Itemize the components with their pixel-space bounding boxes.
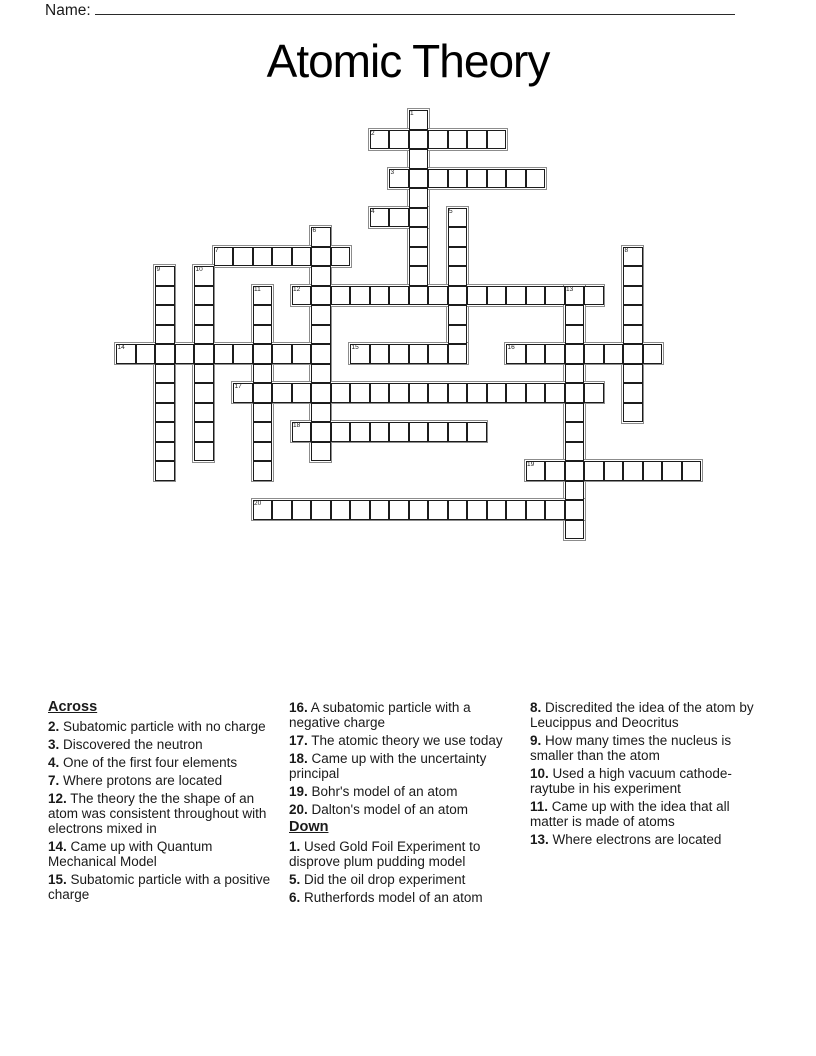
- crossword-cell[interactable]: [623, 403, 643, 423]
- cell-number: 11: [254, 285, 261, 293]
- name-row: [45, 1, 735, 20]
- clue-5: 5. Did the oil drop experiment: [289, 872, 466, 887]
- clue-10: 10. Used a high vacuum cathode-raytube in his experiment: [530, 766, 732, 796]
- crossword-cell[interactable]: [409, 266, 429, 286]
- crossword-cell[interactable]: [233, 247, 253, 267]
- clue-3: 3. Discovered the neutron: [48, 737, 203, 752]
- crossword-cell[interactable]: [428, 422, 448, 442]
- cell-number: 5: [449, 207, 453, 215]
- crossword-cell[interactable]: [389, 286, 409, 306]
- clues-column-1: [48, 700, 284, 905]
- crossword-cell[interactable]: [545, 383, 565, 403]
- crossword-cell[interactable]: [331, 500, 351, 520]
- crossword-cell[interactable]: [155, 364, 175, 384]
- crossword-cell[interactable]: [526, 286, 546, 306]
- crossword-cell[interactable]: [292, 247, 312, 267]
- crossword-cell[interactable]: [253, 422, 273, 442]
- crossword-cell[interactable]: [467, 130, 487, 150]
- crossword-cell[interactable]: [194, 403, 214, 423]
- crossword-cell[interactable]: [350, 286, 370, 306]
- crossword-cell[interactable]: [448, 325, 468, 345]
- crossword-cell[interactable]: [214, 344, 234, 364]
- cell-number: 10: [195, 266, 203, 273]
- clue-15: 15. Subatomic particle with a positive charge: [48, 872, 271, 902]
- crossword-cell[interactable]: [331, 422, 351, 442]
- crossword-cell[interactable]: [565, 305, 585, 325]
- crossword-cell[interactable]: [545, 500, 565, 520]
- clue-17: 17. The atomic theory we use today: [289, 733, 503, 748]
- crossword-cell[interactable]: [506, 286, 526, 306]
- crossword-cell[interactable]: [409, 227, 429, 247]
- crossword-cell[interactable]: [487, 500, 507, 520]
- crossword-cell[interactable]: [565, 364, 585, 384]
- crossword-cell[interactable]: [448, 422, 468, 442]
- crossword-cell[interactable]: [253, 383, 273, 403]
- crossword-cell[interactable]: [389, 208, 409, 228]
- crossword-cell[interactable]: [623, 344, 643, 364]
- crossword-cell[interactable]: [389, 500, 409, 520]
- crossword-cell[interactable]: [311, 286, 331, 306]
- cell-number: 13: [566, 285, 574, 293]
- crossword-cell[interactable]: [623, 364, 643, 384]
- crossword-cell[interactable]: [389, 383, 409, 403]
- crossword-cell[interactable]: [292, 383, 312, 403]
- crossword-cell[interactable]: [506, 500, 526, 520]
- crossword-cell[interactable]: [565, 403, 585, 423]
- crossword-cell[interactable]: [409, 422, 429, 442]
- crossword-cell[interactable]: [467, 500, 487, 520]
- crossword-cell[interactable]: [506, 383, 526, 403]
- crossword-cell[interactable]: [194, 325, 214, 345]
- crossword-cell[interactable]: [194, 422, 214, 442]
- cell-number: 7: [215, 246, 219, 254]
- cell-number: 12: [293, 285, 301, 293]
- crossword-cell[interactable]: [584, 383, 604, 403]
- crossword-cell[interactable]: [311, 442, 331, 462]
- crossword-cell[interactable]: [662, 461, 682, 481]
- crossword-cell[interactable]: [643, 461, 663, 481]
- crossword-cell[interactable]: [565, 344, 585, 364]
- crossword-cell[interactable]: [448, 227, 468, 247]
- cell-number: 4: [371, 207, 375, 215]
- crossword-cell[interactable]: [253, 364, 273, 384]
- crossword-cell[interactable]: [565, 422, 585, 442]
- clue-7: 7. Where protons are located: [48, 773, 223, 788]
- crossword-cell[interactable]: [409, 286, 429, 306]
- crossword-cell[interactable]: [155, 286, 175, 306]
- crossword-cell[interactable]: [565, 520, 585, 540]
- crossword-cell[interactable]: [448, 169, 468, 189]
- crossword-cell[interactable]: [350, 383, 370, 403]
- crossword-cell[interactable]: [623, 383, 643, 403]
- down-header: Down: [289, 819, 329, 835]
- crossword-cell[interactable]: [155, 344, 175, 364]
- crossword-cell[interactable]: [467, 422, 487, 442]
- cell-number: 1: [410, 110, 414, 117]
- page-title: Atomic Theory: [266, 35, 550, 87]
- crossword-cell[interactable]: [526, 169, 546, 189]
- crossword-cell[interactable]: [487, 130, 507, 150]
- crossword-cell[interactable]: [467, 286, 487, 306]
- crossword-cell[interactable]: [448, 383, 468, 403]
- crossword-cell[interactable]: [311, 325, 331, 345]
- crossword-cell[interactable]: [448, 305, 468, 325]
- crossword-cell[interactable]: [604, 461, 624, 481]
- crossword-cell[interactable]: [331, 286, 351, 306]
- crossword-cell[interactable]: [448, 286, 468, 306]
- crossword-cell[interactable]: [565, 325, 585, 345]
- crossword-cell[interactable]: [565, 461, 585, 481]
- crossword-cell[interactable]: [584, 461, 604, 481]
- clue-16: 16. A subatomic particle with a negative charge: [289, 700, 471, 730]
- crossword-cell[interactable]: [292, 500, 312, 520]
- crossword-cell[interactable]: [409, 130, 429, 150]
- crossword-cell[interactable]: [370, 383, 390, 403]
- crossword-cell[interactable]: [389, 344, 409, 364]
- crossword-cell[interactable]: [584, 344, 604, 364]
- cell-number: 18: [293, 422, 301, 429]
- crossword-cell[interactable]: [448, 500, 468, 520]
- crossword-cell[interactable]: [526, 500, 546, 520]
- crossword-cell[interactable]: [467, 383, 487, 403]
- crossword-cell[interactable]: [175, 344, 195, 364]
- clue-14: 14. Came up with Quantum Mechanical Model: [48, 839, 213, 869]
- crossword-cell[interactable]: [565, 383, 585, 403]
- crossword-cell[interactable]: [311, 383, 331, 403]
- cell-number: 17: [234, 383, 242, 390]
- crossword-cell[interactable]: [272, 500, 292, 520]
- crossword-cell[interactable]: [253, 344, 273, 364]
- crossword-cell[interactable]: [428, 286, 448, 306]
- clue-20: 20. Dalton's model of an atom: [289, 802, 468, 817]
- crossword-cell[interactable]: [155, 305, 175, 325]
- cell-number: 6: [312, 227, 317, 234]
- crossword-grid: [116, 110, 702, 540]
- crossword-cell[interactable]: [409, 188, 429, 208]
- clue-4: 4. One of the first four elements: [48, 755, 238, 770]
- crossword-cell[interactable]: [194, 305, 214, 325]
- crossword-cell[interactable]: [194, 364, 214, 384]
- cell-number: 9: [156, 266, 161, 273]
- crossword-cell[interactable]: [272, 383, 292, 403]
- crossword-cell[interactable]: [526, 383, 546, 403]
- crossword-cell[interactable]: [565, 442, 585, 462]
- crossword-cell[interactable]: [233, 344, 253, 364]
- crossword-cell[interactable]: [155, 383, 175, 403]
- crossword-cell[interactable]: [370, 500, 390, 520]
- crossword-cell[interactable]: [545, 286, 565, 306]
- crossword-cell[interactable]: [311, 364, 331, 384]
- crossword-cell[interactable]: [604, 344, 624, 364]
- crossword-cell[interactable]: [292, 344, 312, 364]
- crossword-cell[interactable]: [136, 344, 156, 364]
- crossword-cell[interactable]: [584, 286, 604, 306]
- crossword-cell[interactable]: [272, 344, 292, 364]
- crossword-cell[interactable]: [311, 247, 331, 267]
- crossword-cell[interactable]: [409, 383, 429, 403]
- crossword-cell[interactable]: [253, 442, 273, 462]
- crossword-cell[interactable]: [448, 266, 468, 286]
- clue-9: 9. How many times the nucleus is smaller than the atom: [530, 733, 732, 763]
- crossword-cell[interactable]: [155, 442, 175, 462]
- crossword-cell[interactable]: [643, 344, 663, 364]
- crossword-cell[interactable]: [389, 422, 409, 442]
- cell-number: 2: [371, 129, 375, 137]
- crossword-cell[interactable]: [545, 461, 565, 481]
- clue-13: 13. Where electrons are located: [530, 832, 722, 847]
- clue-18: 18. Came up with the uncertainty principal: [289, 751, 487, 781]
- crossword-cell[interactable]: [311, 403, 331, 423]
- crossword-cell[interactable]: [487, 169, 507, 189]
- across-header: Across: [48, 699, 98, 715]
- crossword-cell[interactable]: [428, 344, 448, 364]
- crossword-cell[interactable]: [253, 247, 273, 267]
- clues-column-2: [289, 700, 525, 908]
- crossword-cell[interactable]: [311, 500, 331, 520]
- crossword-cell[interactable]: [448, 130, 468, 150]
- clue-12: 12. The theory the the shape of an atom was consistent throughout with electrons mixed in: [48, 791, 267, 836]
- name-field-line[interactable]: [95, 1, 735, 15]
- crossword-cell[interactable]: [155, 461, 175, 481]
- crossword-cell[interactable]: [545, 344, 565, 364]
- crossword-cell[interactable]: [253, 305, 273, 325]
- cell-number: 20: [254, 500, 262, 507]
- crossword-cell[interactable]: [428, 169, 448, 189]
- crossword-cell[interactable]: [526, 344, 546, 364]
- crossword-cell[interactable]: [155, 325, 175, 345]
- clue-1: 1. Used Gold Foil Experiment to disprove plum pudding model: [289, 839, 481, 869]
- crossword-cell[interactable]: [682, 461, 702, 481]
- clue-6: 6. Rutherfords model of an atom: [289, 890, 483, 905]
- crossword-cell[interactable]: [194, 442, 214, 462]
- crossword-cell[interactable]: [623, 305, 643, 325]
- crossword-cell[interactable]: [565, 481, 585, 501]
- crossword-cell[interactable]: [448, 247, 468, 267]
- crossword-cell[interactable]: [487, 286, 507, 306]
- crossword-cell[interactable]: [253, 403, 273, 423]
- clues-column-3: [530, 700, 766, 850]
- crossword-cell[interactable]: [253, 325, 273, 345]
- cell-number: 3: [390, 168, 395, 176]
- clue-19: 19. Bohr's model of an atom: [289, 784, 458, 799]
- crossword-cell[interactable]: [428, 383, 448, 403]
- crossword-cell[interactable]: [409, 169, 429, 189]
- crossword-cell[interactable]: [467, 169, 487, 189]
- crossword-cell[interactable]: [370, 422, 390, 442]
- crossword-cell[interactable]: [155, 403, 175, 423]
- crossword-cell[interactable]: [370, 344, 390, 364]
- crossword-cell[interactable]: [272, 247, 292, 267]
- crossword-cell[interactable]: [389, 130, 409, 150]
- crossword-cell[interactable]: [506, 169, 526, 189]
- crossword-cell[interactable]: [350, 500, 370, 520]
- crossword-cell[interactable]: [331, 383, 351, 403]
- crossword-cell[interactable]: [487, 383, 507, 403]
- crossword-cell[interactable]: [409, 500, 429, 520]
- crossword-cell[interactable]: [194, 286, 214, 306]
- crossword-cell[interactable]: [623, 325, 643, 345]
- crossword-cell[interactable]: [623, 266, 643, 286]
- crossword-cell[interactable]: [428, 500, 448, 520]
- crossword-cell[interactable]: [409, 344, 429, 364]
- clue-11: 11. Came up with the idea that all matter is made of atoms: [530, 799, 730, 829]
- crossword-cell[interactable]: [409, 149, 429, 169]
- crossword-cell[interactable]: [311, 422, 331, 442]
- crossword-cell[interactable]: [194, 344, 214, 364]
- crossword-cell[interactable]: [428, 130, 448, 150]
- crossword-cell[interactable]: [311, 344, 331, 364]
- cell-number: 15: [351, 344, 359, 351]
- crossword-cell[interactable]: [409, 247, 429, 267]
- crossword-cell[interactable]: [194, 383, 214, 403]
- crossword-cell[interactable]: [623, 461, 643, 481]
- crossword-cell[interactable]: [623, 286, 643, 306]
- crossword-cell[interactable]: [350, 422, 370, 442]
- crossword-cell[interactable]: [331, 247, 351, 267]
- crossword-cell[interactable]: [253, 461, 273, 481]
- crossword-cell[interactable]: [409, 208, 429, 228]
- clue-2: 2. Subatomic particle with no charge: [48, 719, 266, 734]
- crossword-cell[interactable]: [155, 422, 175, 442]
- crossword-cell[interactable]: [311, 266, 331, 286]
- crossword-cell[interactable]: [565, 500, 585, 520]
- crossword-cell[interactable]: [311, 305, 331, 325]
- clue-8: 8. Discredited the idea of the atom by Leucippus and Deocritus: [530, 700, 754, 730]
- cell-number: 16: [507, 344, 515, 351]
- cell-number: 8: [624, 246, 629, 254]
- cell-number: 14: [117, 344, 125, 351]
- crossword-cell[interactable]: [448, 344, 468, 364]
- crossword-cell[interactable]: [370, 286, 390, 306]
- cell-number: 19: [527, 461, 535, 468]
- name-label: Name:: [45, 2, 91, 19]
